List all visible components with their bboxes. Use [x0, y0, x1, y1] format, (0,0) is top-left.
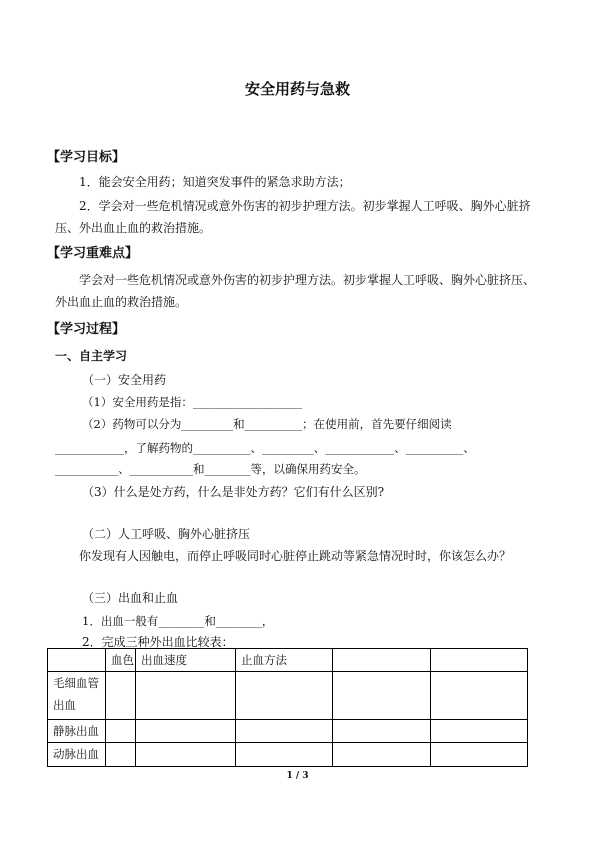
- goal-2-line2: 压、外出血止血的救治措施。: [55, 221, 212, 235]
- self-study-heading: 一、自主学习: [55, 349, 128, 363]
- table-row-label: 毛细血管出血: [48, 672, 106, 720]
- key-points-line2: 外出血止血的救治措施。: [55, 295, 188, 309]
- question-1: （1）安全用药是指：___________________: [82, 395, 303, 409]
- safe-medication-subheading: （一）安全用药: [82, 373, 167, 387]
- cpr-subheading: （二）人工呼吸、胸外心脏挤压: [82, 527, 251, 541]
- table-row-label: 静脉出血: [48, 720, 106, 743]
- table-cell: [236, 720, 333, 743]
- question-2-line1: （2）药物可以分为_________和__________；在使用前，首先要仔细阅读: [82, 417, 452, 431]
- bleeding-question-2: 2．完成三种外出血比较表：: [82, 635, 234, 649]
- question-3: （3）什么是处方药，什么是非处方药？它们有什么区别?: [82, 485, 385, 499]
- bleeding-comparison-table: [47, 648, 528, 767]
- question-2-line3: ___________、___________和________等，以确保用药安全。: [55, 462, 366, 476]
- table-header-row: [48, 649, 528, 672]
- question-2-line2: ____________，了解药物的__________、_________、____________、__________、: [55, 441, 475, 455]
- table-cell: [136, 720, 236, 743]
- process-heading: 【学习过程】: [47, 322, 126, 337]
- table-row: [48, 720, 528, 743]
- key-points-line1: 学会对一些危机情况或意外伤害的初步护理方法。初步掌握人工呼吸、胸外心脏挤压、: [79, 273, 536, 287]
- table-row-label: 动脉出血: [48, 743, 106, 767]
- table-header-cell: 出血速度: [136, 649, 236, 672]
- page-title: 安全用药与急救: [244, 80, 350, 98]
- table-cell: [431, 672, 528, 720]
- table-cell: [431, 720, 528, 743]
- goals-heading: 【学习目标】: [47, 150, 126, 165]
- table-cell: [236, 672, 333, 720]
- page-number: 1 / 3: [286, 771, 309, 781]
- cpr-question: 你发现有人因触电，而停止呼吸同时心脏停止跳动等紧急情况时时，你该怎么办？: [79, 549, 512, 563]
- table-cell: [431, 743, 528, 767]
- table-cell: [106, 720, 136, 743]
- table-cell: [136, 743, 236, 767]
- table-cell: [136, 672, 236, 720]
- table-cell: [236, 743, 333, 767]
- goal-1: 1．能会安全用药；知道突发事件的紧急求助方法；: [79, 175, 351, 189]
- table-row: [48, 672, 528, 720]
- table-cell: [106, 743, 136, 767]
- table-header-cell: [333, 649, 431, 672]
- table-cell: [333, 743, 431, 767]
- table-header-cell: 止血方法: [236, 649, 333, 672]
- table-row: [48, 743, 528, 767]
- table-header-cell: 血色: [106, 649, 136, 672]
- table-cell: [333, 720, 431, 743]
- bleeding-question-1: 1．出血一般有________和________，: [82, 614, 274, 628]
- table-cell: [106, 672, 136, 720]
- key-points-heading: 【学习重难点】: [47, 246, 139, 261]
- table-header-cell: [431, 649, 528, 672]
- table-cell: [333, 672, 431, 720]
- bleeding-subheading: （三）出血和止血: [82, 591, 179, 605]
- goal-2-line1: 2．学会对一些危机情况或意外伤害的初步护理方法。初步掌握人工呼吸、胸外心脏挤: [79, 199, 531, 213]
- table-header-cell: [48, 649, 106, 672]
